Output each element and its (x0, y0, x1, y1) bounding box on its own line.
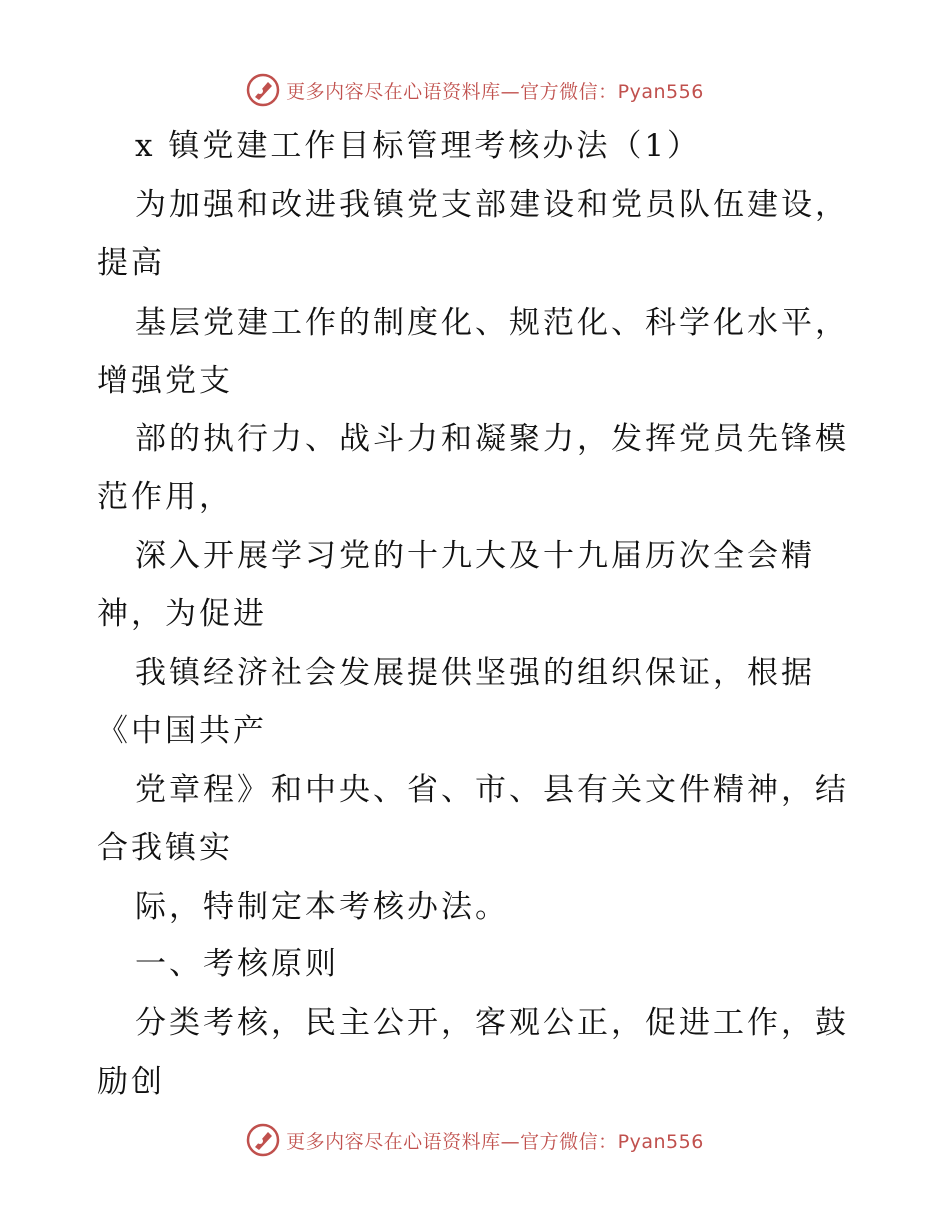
document-title: x 镇党建工作目标管理考核办法（1） (135, 128, 702, 164)
body-line: 深入开展学习党的十九大及十九届历次全会精 (135, 538, 815, 574)
body-line: 基层党建工作的制度化、规范化、科学化水平， (135, 305, 849, 341)
body-line: 增强党支 (97, 363, 233, 399)
body-line: 际，特制定本考核办法。 (135, 889, 509, 925)
watermark-text: 更多内容尽在心语资料库—官方微信：Pyan556 (286, 1130, 704, 1153)
body-line: 范作用， (97, 479, 233, 515)
body-line: 《中国共产 (97, 713, 267, 749)
footer-watermark (0, 1118, 950, 1162)
watermark-text: 更多内容尽在心语资料库—官方微信：Pyan556 (286, 80, 704, 103)
header-watermark (0, 68, 950, 112)
pen-seal-logo-icon (246, 1123, 280, 1157)
body-line: 我镇经济社会发展提供坚强的组织保证，根据 (135, 655, 815, 691)
body-line: 分类考核，民主公开，客观公正，促进工作，鼓 (135, 1005, 849, 1041)
body-line: 党章程》和中央、省、市、县有关文件精神，结 (135, 772, 849, 808)
body-line: 神，为促进 (97, 596, 267, 632)
pen-seal-logo-icon (246, 73, 280, 107)
body-line: 为加强和改进我镇党支部建设和党员队伍建设， (135, 187, 849, 223)
section-heading: 一、考核原则 (135, 946, 339, 982)
body-line: 励创 (97, 1064, 165, 1100)
body-line: 部的执行力、战斗力和凝聚力，发挥党员先锋模 (135, 421, 849, 457)
body-line: 合我镇实 (97, 830, 233, 866)
body-line: 提高 (97, 245, 165, 281)
